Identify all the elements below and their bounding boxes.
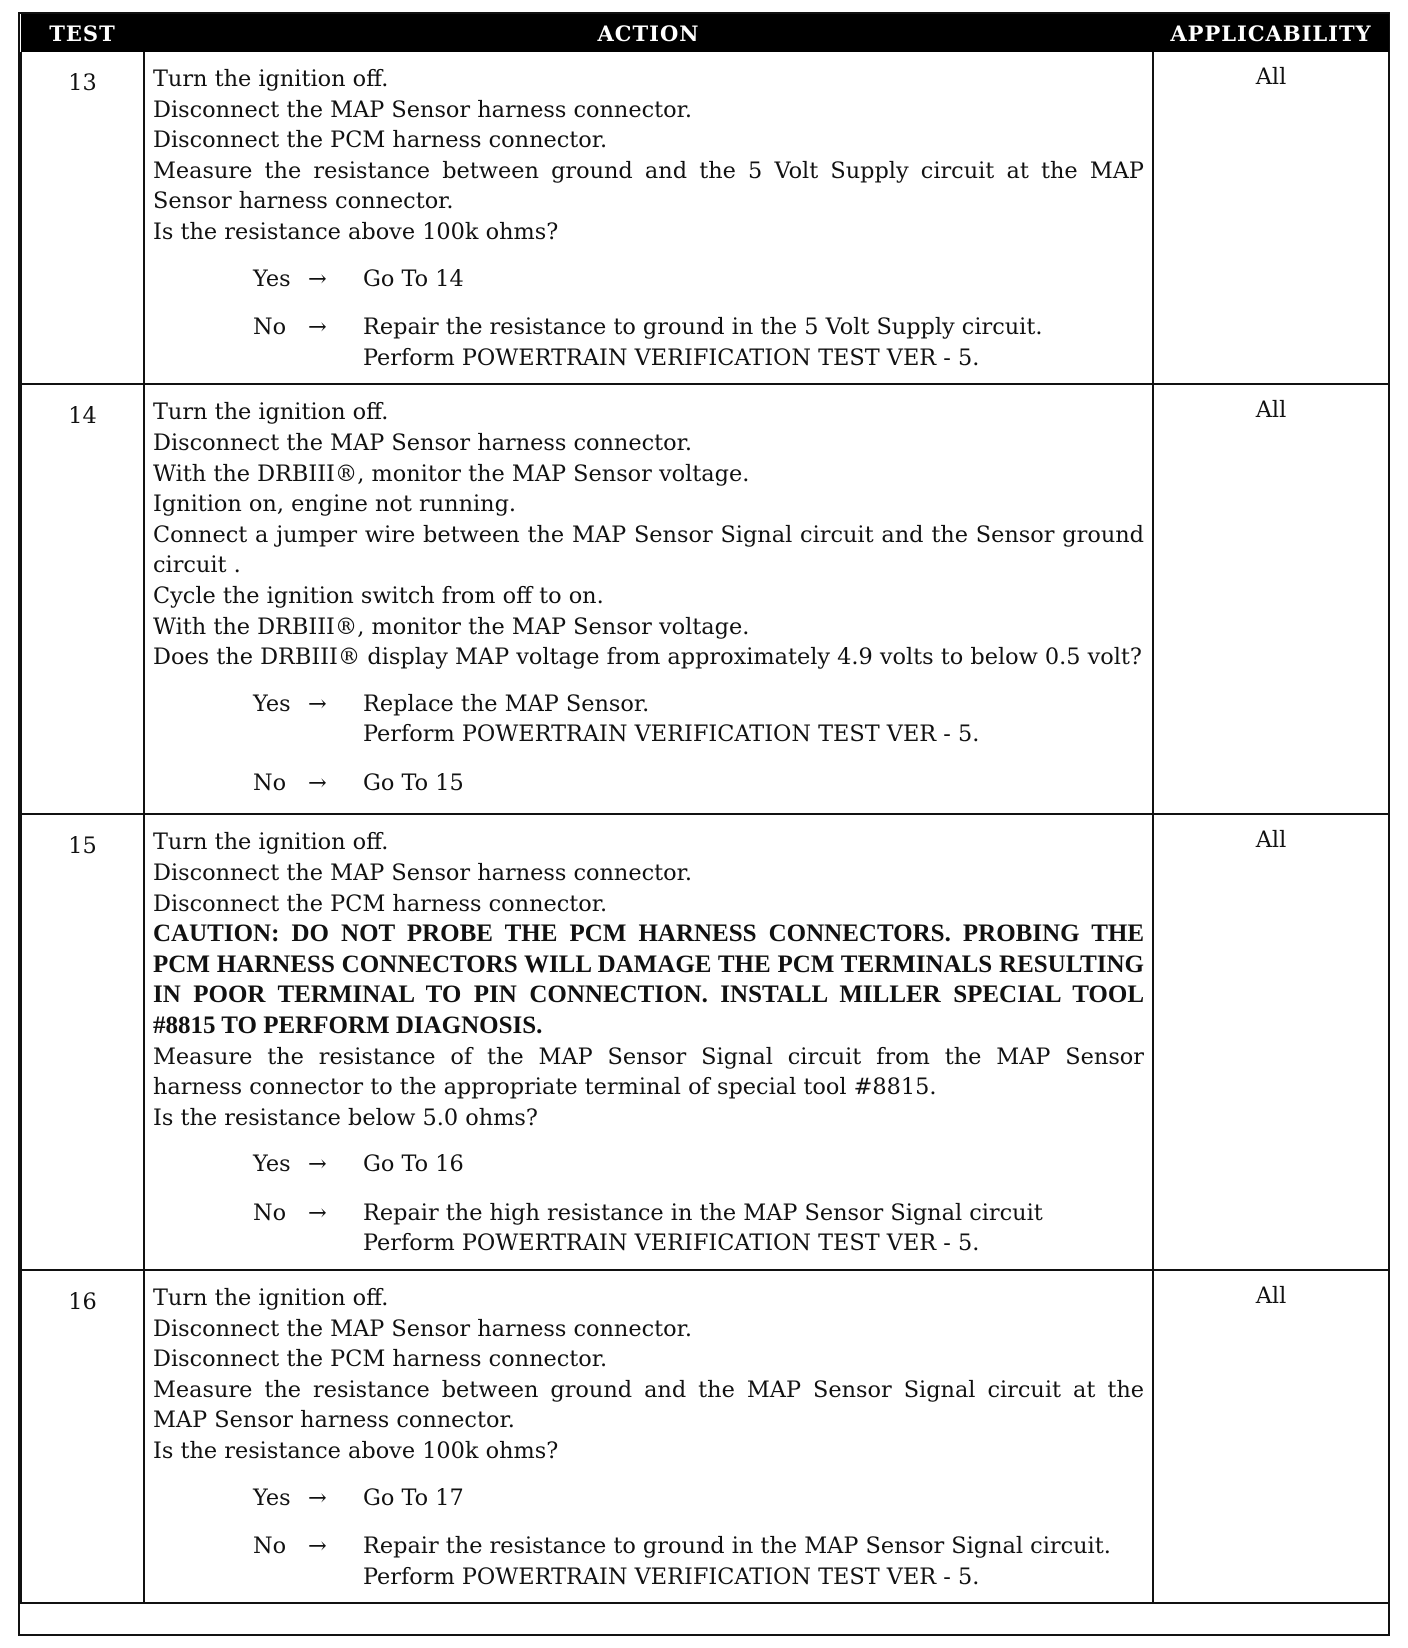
- no-answer: [253, 1198, 1144, 1259]
- action-step: Disconnect the MAP Sensor harness connector.: [153, 96, 692, 123]
- action-step: Cycle the ignition switch from off to on.: [153, 582, 604, 609]
- action-cell: [144, 814, 1153, 1270]
- caution-warning: CAUTION: DO NOT PROBE THE PCM HARNESS CONNECTORS. PROBING THE PCM HARNESS CONNECTORS WILL DAMAGE THE PCM TERMINALS RESULTING IN POOR TERMINAL TO PIN CONNECTION. INSTALL MILLER SPECIAL TOOL #8815 TO PERFORM DIAGNOSIS.: [153, 920, 1144, 1039]
- table-row: [21, 384, 1389, 814]
- yes-result: Go To 16: [363, 1151, 464, 1178]
- yes-result: Go To 14: [363, 265, 464, 292]
- no-answer: [253, 1531, 1144, 1592]
- action-step: Turn the ignition off.: [153, 66, 389, 92]
- no-answer: [253, 312, 1144, 373]
- action-cell: [144, 1270, 1153, 1603]
- action-step: Measure the resistance between ground and the MAP Sensor Signal circuit at the MAP Sensor harness connector.: [153, 1376, 1144, 1434]
- arrow-right-icon: →: [308, 1533, 327, 1560]
- arrow-right-icon: →: [308, 265, 327, 292]
- action-step: Disconnect the MAP Sensor harness connector.: [153, 859, 692, 886]
- yes-answer: [253, 1483, 1144, 1514]
- arrow-right-icon: →: [308, 690, 327, 717]
- arrow-right-icon: →: [308, 1484, 327, 1511]
- yes-result: Go To 17: [363, 1484, 464, 1511]
- action-cell: [144, 384, 1153, 814]
- action-step: Disconnect the PCM harness connector.: [153, 127, 608, 154]
- yes-result: Replace the MAP Sensor.: [363, 690, 650, 717]
- yes-label: Yes: [253, 1151, 291, 1178]
- arrow-right-icon: →: [308, 314, 327, 341]
- test-number: 16: [21, 1270, 144, 1603]
- action-step: Disconnect the PCM harness connector.: [153, 1346, 608, 1373]
- action-step: Disconnect the PCM harness connector.: [153, 890, 608, 917]
- no-result: Perform POWERTRAIN VERIFICATION TEST VER - 5.: [363, 1230, 980, 1257]
- no-result: Repair the resistance to ground in the 5 Volt Supply circuit.: [363, 314, 1043, 341]
- applicability-column-header: APPLICABILITY: [1153, 14, 1389, 52]
- action-cell: [144, 52, 1153, 384]
- yes-answer: [253, 1149, 1144, 1180]
- action-question: Is the resistance below 5.0 ohms?: [153, 1104, 538, 1131]
- table-header-row: [21, 14, 1389, 52]
- arrow-right-icon: →: [308, 769, 327, 796]
- applicability-value: All: [1153, 52, 1389, 384]
- table-row: [21, 814, 1389, 1270]
- action-step: With the DRBIII®, monitor the MAP Sensor voltage.: [153, 613, 750, 640]
- test-number: 15: [21, 814, 144, 1270]
- no-result: Perform POWERTRAIN VERIFICATION TEST VER - 5.: [363, 1563, 980, 1590]
- diagnostic-procedure-page: [18, 12, 1390, 1636]
- no-result: Perform POWERTRAIN VERIFICATION TEST VER - 5.: [363, 344, 980, 371]
- yes-label: Yes: [253, 265, 291, 292]
- no-label: No: [253, 1533, 287, 1560]
- action-step: Disconnect the MAP Sensor harness connector.: [153, 429, 692, 456]
- test-column-header: TEST: [21, 14, 144, 52]
- action-step: Turn the ignition off.: [153, 399, 389, 426]
- applicability-value: All: [1153, 384, 1389, 814]
- action-question: Does the DRBIII® display MAP voltage from approximately 4.9 volts to below 0.5 volt?: [153, 644, 1142, 671]
- action-column-header: ACTION: [144, 14, 1153, 52]
- test-number: 14: [21, 384, 144, 814]
- no-answer: [253, 768, 1144, 799]
- no-label: No: [253, 314, 287, 341]
- yes-result: Perform POWERTRAIN VERIFICATION TEST VER - 5.: [363, 721, 980, 748]
- action-question: Is the resistance above 100k ohms?: [153, 218, 559, 245]
- no-label: No: [253, 769, 287, 796]
- action-question: Is the resistance above 100k ohms?: [153, 1438, 559, 1465]
- table-row: [21, 52, 1389, 384]
- action-step: Disconnect the MAP Sensor harness connector.: [153, 1315, 692, 1342]
- action-step: Turn the ignition off.: [153, 1285, 389, 1312]
- no-result: Repair the high resistance in the MAP Sensor Signal circuit: [363, 1199, 1043, 1226]
- arrow-right-icon: →: [308, 1199, 327, 1226]
- action-step: With the DRBIII®, monitor the MAP Sensor voltage.: [153, 460, 750, 487]
- no-result: Go To 15: [363, 769, 464, 796]
- test-number: 13: [21, 52, 144, 384]
- action-step: Measure the resistance between ground and the 5 Volt Supply circuit at the MAP Sensor harness connector.: [153, 157, 1144, 215]
- yes-answer: [253, 264, 1144, 295]
- applicability-value: All: [1153, 1270, 1389, 1603]
- no-label: No: [253, 1199, 287, 1226]
- no-result: Repair the resistance to ground in the MAP Sensor Signal circuit.: [363, 1533, 1111, 1560]
- action-step: Measure the resistance of the MAP Sensor Signal circuit from the MAP Sensor harness connector to the appropriate terminal of special tool #8815.: [153, 1043, 1144, 1101]
- table-row: [21, 1270, 1389, 1603]
- yes-label: Yes: [253, 1484, 291, 1511]
- action-step: Turn the ignition off.: [153, 829, 389, 856]
- yes-answer: [253, 689, 1144, 750]
- applicability-value: All: [1153, 814, 1389, 1270]
- action-step: Connect a jumper wire between the MAP Sensor Signal circuit and the Sensor ground circuit .: [153, 521, 1144, 579]
- yes-label: Yes: [253, 690, 291, 717]
- diagnostic-test-table: [20, 14, 1390, 1604]
- arrow-right-icon: →: [308, 1151, 327, 1178]
- action-step: Ignition on, engine not running.: [153, 491, 517, 518]
